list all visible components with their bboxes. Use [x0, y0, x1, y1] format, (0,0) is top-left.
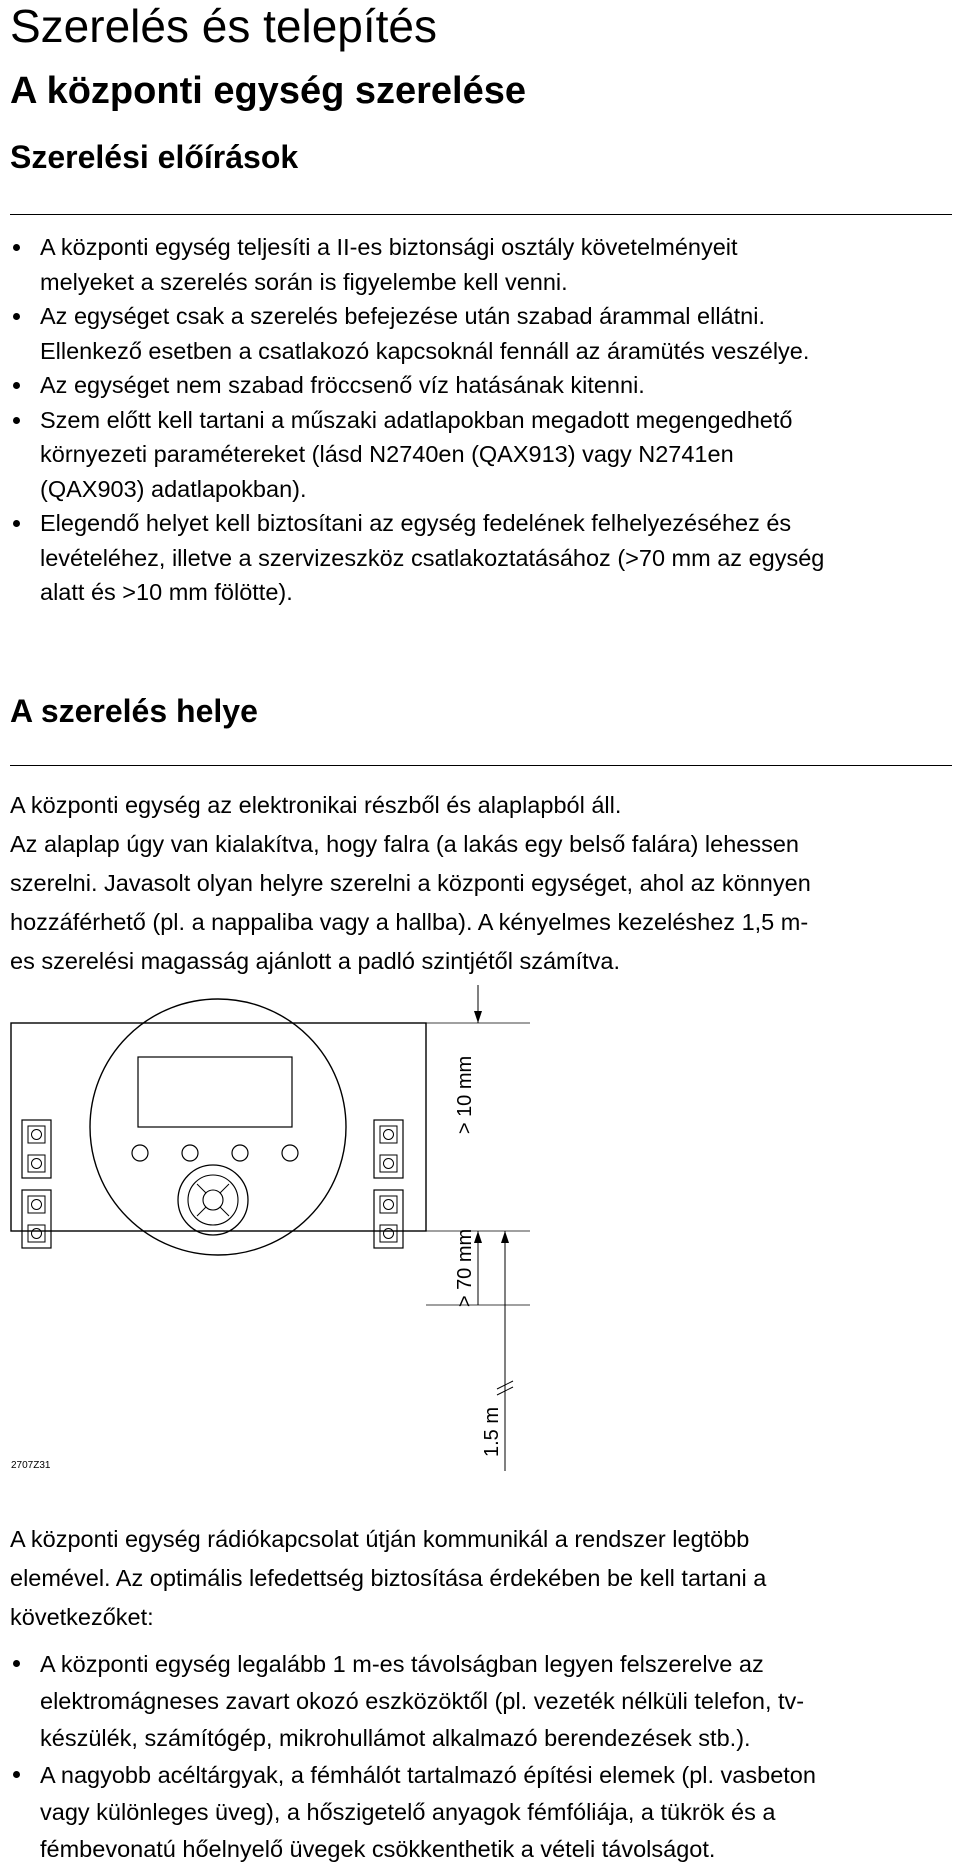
- side-button: [380, 1155, 397, 1172]
- list-item-line: vagy különleges üveg), a hőszigetelő anyagok fémfóliája, a tükrök és a: [40, 1799, 776, 1825]
- left-button-group: [22, 1190, 51, 1248]
- side-button-dot: [384, 1229, 394, 1239]
- function-button: [282, 1145, 298, 1161]
- side-button-dot: [384, 1200, 394, 1210]
- side-button: [380, 1225, 397, 1242]
- function-button: [232, 1145, 248, 1161]
- paragraph-line: es szerelési magasság ajánlott a padló szintjétől számítva.: [10, 948, 621, 974]
- side-button-dot: [32, 1159, 42, 1169]
- list-item-line: fémbevonatú hőelnyelő üvegek csökkenthetik a vételi távolságot.: [40, 1836, 716, 1862]
- side-button-dot: [384, 1159, 394, 1169]
- list-item-line: levételéhez, illetve a szervizeszköz csatlakoztatásához (>70 mm az egység: [40, 544, 825, 571]
- list-item-line: Elegendő helyet kell biztosítani az egység fedelének felhelyezéséhez és: [40, 510, 792, 536]
- list-item: [10, 230, 955, 299]
- paragraph-line: A központi egység rádiókapcsolat útján kommunikál a rendszer legtöbb: [10, 1526, 750, 1552]
- section-heading-location: A szerelés helye: [10, 693, 258, 729]
- paragraph-line: Az alaplap úgy van kialakítva, hogy falra (a lakás egy belső falára) lehessen: [10, 831, 800, 857]
- list-item-line: A központi egység teljesíti a II-es biztonsági osztály követelményeit: [40, 234, 738, 260]
- list-item: [10, 368, 955, 403]
- dial-segment-line: [220, 1184, 229, 1193]
- paragraph-line: A központi egység az elektronikai részből és alaplapból áll.: [10, 792, 622, 818]
- side-button: [28, 1225, 45, 1242]
- list-item-line: elektromágneses zavart okozó eszközöktől (pl. vezeték nélküli telefon, tv-: [40, 1688, 805, 1714]
- navigation-dial-inner: [188, 1175, 238, 1225]
- radio-paragraph: [10, 1520, 955, 1637]
- display-window: [138, 1057, 292, 1127]
- bottom-clearance-label: > 70 mm: [454, 1228, 476, 1308]
- page-title: Szerelés és telepítés: [10, 0, 438, 52]
- list-item: [10, 1757, 955, 1868]
- dial-segment-line: [197, 1184, 206, 1193]
- list-item-line: Ellenkező esetben a csatlakozó kapcsoknál fennáll az áramütés veszélye.: [40, 337, 810, 364]
- list-item-line: Az egységet nem szabad fröccsenő víz hatásának kitenni.: [40, 372, 645, 398]
- right-button-group: [374, 1190, 403, 1248]
- arrow-head: [474, 1011, 482, 1023]
- list-item: [10, 299, 955, 368]
- rules-list: [10, 230, 955, 610]
- dial-segment-line: [220, 1207, 229, 1216]
- side-button-dot: [384, 1130, 394, 1140]
- function-button: [182, 1145, 198, 1161]
- list-item-line: környezeti paramétereket (lásd N2740en (QAX913) vagy N2741en: [40, 441, 734, 467]
- side-button: [28, 1196, 45, 1213]
- list-item-line: (QAX903) adatlapokban).: [40, 475, 307, 502]
- page-subtitle: A központi egység szerelése: [10, 70, 527, 112]
- list-item: [10, 403, 955, 507]
- arrow-head: [501, 1231, 509, 1243]
- paragraph-line: elemével. Az optimális lefedettség biztosítása érdekében be kell tartani a: [10, 1565, 767, 1591]
- list-item-line: Szem előtt kell tartani a műszaki adatlapokban megadott megengedhető: [40, 406, 793, 433]
- list-item: [10, 506, 955, 610]
- list-item-line: A nagyobb acéltárgyak, a fémhálót tartalmazó építési elemek (pl. vasbeton: [40, 1762, 816, 1788]
- side-button-dot: [32, 1200, 42, 1210]
- paragraph-line: szerelni. Javasolt olyan helyre szerelni a központi egységet, ahol az könnyen: [10, 870, 811, 896]
- section-divider: [10, 765, 952, 766]
- side-button: [380, 1196, 397, 1213]
- right-button-group: [374, 1120, 403, 1178]
- left-button-group: [22, 1120, 51, 1178]
- list-item-line: Az egységet csak a szerelés befejezése után szabad árammal ellátni.: [40, 303, 765, 329]
- list-item-line: készülék, számítógép, mikrohullámot alkalmazó berendezések stb.).: [40, 1725, 751, 1751]
- side-button-dot: [32, 1130, 42, 1140]
- radio-list: [10, 1646, 955, 1868]
- list-item-line: melyeket a szerelés során is figyelembe kell venni.: [40, 268, 568, 295]
- section-divider: [10, 214, 952, 215]
- list-item-line: alatt és >10 mm fölötte).: [40, 579, 293, 605]
- side-button: [28, 1126, 45, 1143]
- list-item: [10, 1646, 955, 1757]
- paragraph-line: következőket:: [10, 1604, 154, 1630]
- side-button: [380, 1126, 397, 1143]
- figure-id-label: 2707Z31: [11, 1460, 51, 1471]
- mounting-diagram: [0, 985, 560, 1475]
- top-clearance-label: > 10 mm: [454, 1055, 476, 1135]
- function-button: [132, 1145, 148, 1161]
- side-button: [28, 1155, 45, 1172]
- mounting-height-label: 1.5 m: [481, 1406, 503, 1458]
- location-paragraph: [10, 786, 955, 981]
- side-button-dot: [32, 1229, 42, 1239]
- section-heading-rules: Szerelési előírások: [10, 139, 299, 175]
- paragraph-line: hozzáférhető (pl. a nappaliba vagy a hallba). A kényelmes kezeléshez 1,5 m-: [10, 909, 809, 935]
- dial-segment-line: [197, 1207, 206, 1216]
- list-item-line: A központi egység legalább 1 m-es távolságban legyen felszerelve az: [40, 1651, 764, 1677]
